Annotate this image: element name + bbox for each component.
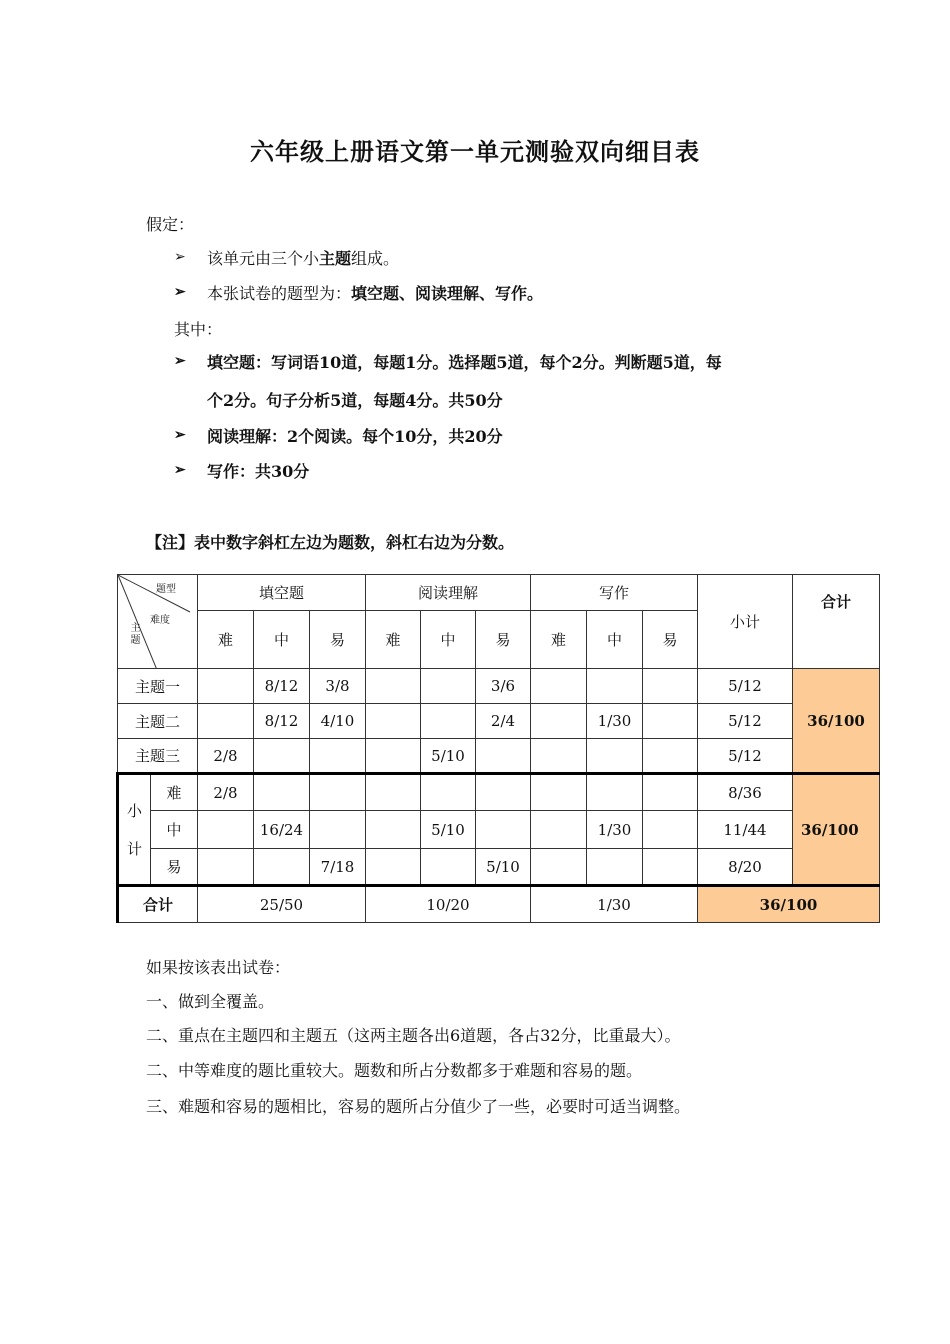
subtotal-cell: 5/12 [698, 669, 793, 704]
table-cell: 5/10 [421, 739, 476, 774]
table-cell: 8/12 [254, 704, 310, 739]
table-cell [531, 811, 587, 849]
final-total-label: 合计 [118, 886, 198, 923]
table-cell [643, 669, 698, 704]
level-medium: 中 [421, 611, 476, 669]
table-cell [198, 704, 254, 739]
row-label: 中 [151, 811, 198, 849]
subtotal-cell: 5/12 [698, 739, 793, 774]
bullet-arrow-icon: ➢ [174, 249, 186, 265]
table-cell [198, 811, 254, 849]
after-line-3: 二、中等难度的题比重较大。题数和所占分数都多于难题和容易的题。 [146, 1061, 643, 1080]
subtotal-side-label: 小 计 [118, 774, 151, 886]
table-cell [643, 849, 698, 886]
table-cell [310, 739, 366, 774]
bullet-topic: 该单元由三个小主题组成。 [207, 249, 400, 268]
subtotal-cell: 11/44 [698, 811, 793, 849]
table-cell [366, 811, 421, 849]
table-cell [366, 849, 421, 886]
writing-desc: 写作：共30分 [207, 462, 310, 481]
table-cell [531, 849, 587, 886]
table-cell [254, 774, 310, 811]
bullet-arrow-icon: ➢ [174, 284, 186, 300]
final-fill: 25/50 [198, 886, 366, 923]
after-line-4: 三、难题和容易的题相比，容易的题所占分值少了一些，必要时可适当调整。 [146, 1097, 691, 1116]
bullet-arrow-icon: ➢ [174, 427, 186, 443]
table-cell: 2/8 [198, 774, 254, 811]
table-cell: 1/30 [587, 704, 643, 739]
difficulty-total-cell: 36/100 [793, 774, 880, 886]
fill-blank-desc-1: 填空题：写词语10道，每题1分。选择题5道，每个2分。判断题5道，每 [207, 353, 722, 372]
table-cell [421, 849, 476, 886]
table-cell [198, 849, 254, 886]
table-cell: 16/24 [254, 811, 310, 849]
table-row [118, 811, 880, 849]
table-cell [254, 849, 310, 886]
table-cell [587, 774, 643, 811]
group-header-writing: 写作 [531, 575, 698, 611]
level-hard: 难 [366, 611, 421, 669]
row-label: 主题一 [118, 669, 198, 704]
table-cell [310, 774, 366, 811]
table-cell [643, 704, 698, 739]
among-label: 其中： [174, 320, 223, 339]
table-cell [531, 739, 587, 774]
table-cell: 3/6 [476, 669, 531, 704]
level-easy: 易 [643, 611, 698, 669]
header-type-label: 题型 [156, 584, 176, 595]
table-cell: 8/12 [254, 669, 310, 704]
table-cell: 3/8 [310, 669, 366, 704]
table-cell: 5/10 [476, 849, 531, 886]
table-cell [476, 774, 531, 811]
table-cell [531, 704, 587, 739]
table-cell [531, 669, 587, 704]
table-cell: 2/4 [476, 704, 531, 739]
table-cell [643, 811, 698, 849]
after-line-2: 二、重点在主题四和主题五（这两主题各出6道题，各占32分，比重最大）。 [146, 1026, 681, 1045]
bullet-arrow-icon: ➢ [174, 353, 186, 369]
subtotal-cell: 8/36 [698, 774, 793, 811]
table-cell [421, 774, 476, 811]
table-cell: 4/10 [310, 704, 366, 739]
table-cell [421, 704, 476, 739]
subtotal-cell: 8/20 [698, 849, 793, 886]
after-line-0: 如果按该表出试卷： [146, 958, 291, 977]
total-header: 合计 [793, 575, 880, 669]
subtotal-cell: 5/12 [698, 704, 793, 739]
assume-label: 假定： [146, 215, 195, 234]
table-cell [366, 774, 421, 811]
level-medium: 中 [587, 611, 643, 669]
spec-table [116, 574, 880, 923]
header-difficulty-label: 难度 [150, 615, 170, 626]
level-medium: 中 [254, 611, 310, 669]
row-label: 难 [151, 774, 198, 811]
table-cell: 5/10 [421, 811, 476, 849]
table-cell [587, 739, 643, 774]
page-title: 六年级上册语文第一单元测验双向细目表 [250, 138, 700, 166]
table-cell: 2/8 [198, 739, 254, 774]
level-hard: 难 [531, 611, 587, 669]
table-cell [366, 739, 421, 774]
topic-total-cell: 36/100 [793, 669, 880, 774]
table-row [118, 669, 880, 704]
table-cell [643, 739, 698, 774]
grand-total-cell: 36/100 [698, 886, 880, 923]
level-easy: 易 [310, 611, 366, 669]
table-cell [476, 739, 531, 774]
row-label: 主题三 [118, 739, 198, 774]
table-row [118, 886, 880, 923]
table-cell [476, 811, 531, 849]
header-corner [118, 575, 198, 669]
fill-blank-desc-2: 个2分。句子分析5道，每题4分。共50分 [207, 391, 503, 410]
table-cell [366, 704, 421, 739]
table-cell [531, 774, 587, 811]
table-cell [310, 811, 366, 849]
level-hard: 难 [198, 611, 254, 669]
table-cell [643, 774, 698, 811]
final-reading: 10/20 [366, 886, 531, 923]
table-cell [198, 669, 254, 704]
row-label: 易 [151, 849, 198, 886]
table-cell [421, 669, 476, 704]
table-row [118, 849, 880, 886]
level-easy: 易 [476, 611, 531, 669]
table-row [118, 739, 880, 774]
table-row [118, 774, 880, 811]
subtotal-header: 小计 [698, 575, 793, 669]
table-cell: 1/30 [587, 811, 643, 849]
table-cell [587, 669, 643, 704]
group-header-reading: 阅读理解 [366, 575, 531, 611]
reading-desc: 阅读理解：2个阅读。每个10分，共20分 [207, 427, 503, 446]
table-cell [254, 739, 310, 774]
table-cell [587, 849, 643, 886]
table-row [118, 704, 880, 739]
table-cell [366, 669, 421, 704]
row-label: 主题二 [118, 704, 198, 739]
final-writing: 1/30 [531, 886, 698, 923]
table-cell: 7/18 [310, 849, 366, 886]
header-topic-label: 主题 [130, 623, 141, 646]
group-header-fill: 填空题 [198, 575, 366, 611]
bullet-arrow-icon: ➢ [174, 462, 186, 478]
bullet-types: 本张试卷的题型为：填空题、阅读理解、写作。 [207, 284, 544, 303]
table-note: 【注】表中数字斜杠左边为题数，斜杠右边为分数。 [146, 533, 515, 552]
after-line-1: 一、做到全覆盖。 [146, 992, 275, 1011]
